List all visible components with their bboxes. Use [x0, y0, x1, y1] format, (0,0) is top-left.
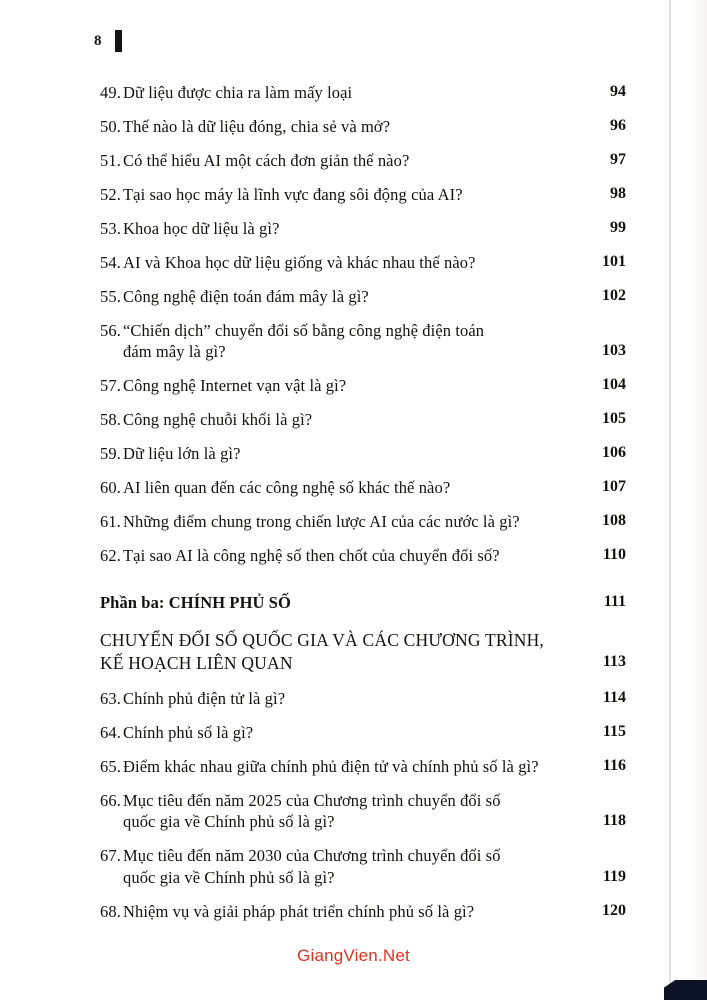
toc-entry-number: 67.: [100, 846, 121, 866]
toc-entry-label: Nhiệm vụ và giải pháp phát triển chính phủ số là gì?: [123, 901, 475, 921]
toc-entry-text: [100, 901, 474, 922]
toc-entry[interactable]: [100, 409, 626, 430]
toc-entry-number: 57.: [100, 375, 121, 395]
toc-section-heading-second-line: [100, 652, 626, 675]
toc-entry-second-line: [100, 867, 626, 888]
toc-entry-label: Khoa học dữ liệu là gì?: [123, 218, 280, 238]
toc-entry[interactable]: [100, 688, 626, 709]
toc-part-heading-label: Phần ba: CHÍNH PHỦ SỐ: [100, 593, 291, 613]
toc-entry-text: [100, 409, 312, 430]
toc-entry-page-number: 115: [602, 722, 626, 740]
toc-entry-page-number: 118: [602, 812, 626, 830]
toc-entry[interactable]: [100, 375, 626, 396]
scan-seam-line: [669, 0, 671, 1000]
toc-entry-number: 54.: [100, 252, 121, 272]
toc-entry[interactable]: [100, 901, 626, 922]
toc-entry-text: [100, 756, 539, 777]
toc-entry-page-number: 120: [602, 901, 626, 919]
toc-entry-text: [100, 375, 346, 396]
toc-entry[interactable]: [100, 790, 626, 833]
toc-entry[interactable]: [100, 82, 626, 103]
toc-entry-label: Điểm khác nhau giữa chính phủ điện tử và chính phủ số là gì?: [123, 756, 539, 776]
folio-page-number: 8: [94, 32, 102, 49]
toc-entry-text: [100, 82, 352, 103]
toc-entry-text: [100, 511, 520, 532]
toc-entry-text: [100, 722, 253, 743]
page-folio: [94, 28, 122, 54]
toc-entry[interactable]: [100, 722, 626, 743]
toc-section-heading-page-number: 113: [602, 652, 626, 670]
toc-entry-label: Tại sao học máy là lĩnh vực đang sôi động của AI?: [123, 184, 463, 204]
toc-entry-label: Tại sao AI là công nghệ số then chốt của chuyển đổi số?: [123, 545, 500, 565]
toc-entry-label: Dữ liệu lớn là gì?: [123, 443, 241, 463]
toc-entry-label: Thế nào là dữ liệu đóng, chia sẻ và mở?: [123, 116, 391, 136]
toc-entry-number: 53.: [100, 218, 121, 238]
toc-entry[interactable]: [100, 184, 626, 205]
toc-entry-text: [100, 320, 626, 341]
toc-entry-page-number: 107: [602, 477, 626, 495]
toc-entry-page-number: 105: [602, 409, 626, 427]
toc-entry[interactable]: [100, 511, 626, 532]
toc-entry-page-number: 103: [602, 342, 626, 359]
scan-edge-shading: [690, 0, 707, 1000]
toc-entry-text: [100, 545, 500, 566]
toc-entry-number: 65.: [100, 756, 121, 776]
toc-entry-page-number: 110: [602, 545, 626, 563]
toc-entry[interactable]: [100, 320, 626, 363]
toc-entry-label: Những điểm chung trong chiến lược AI của các nước là gì?: [123, 511, 520, 531]
watermark-text: GiangVien.Net: [297, 946, 410, 965]
toc-entry-number: 55.: [100, 286, 121, 306]
toc-entry-label-line2: quốc gia về Chính phủ số là gì?: [123, 812, 335, 832]
toc-entry-label-line1: Mục tiêu đến năm 2025 của Chương trình chuyển đổi số: [123, 790, 501, 810]
toc-entry-label-line2: đám mây là gì?: [123, 342, 226, 361]
toc-entry-label: Chính phủ điện tử là gì?: [123, 689, 286, 709]
toc-entry-page-number: 98: [610, 184, 626, 202]
toc-entry-label: Công nghệ chuỗi khối là gì?: [123, 409, 313, 429]
toc-entry[interactable]: [100, 218, 626, 239]
vertical-bar-icon: [115, 30, 122, 52]
toc-entry-text: [100, 477, 450, 498]
toc-entry-page-number: 96: [610, 116, 626, 134]
toc-entry-page-number: 108: [602, 511, 626, 529]
toc-entry-text: [100, 116, 390, 137]
toc-part-heading[interactable]: [100, 592, 626, 613]
toc-entry-label: Dữ liệu được chia ra làm mấy loại: [123, 83, 353, 102]
toc-entry-number: 62.: [100, 545, 121, 565]
toc-entry-text: [100, 184, 463, 205]
toc-section-heading[interactable]: [100, 629, 626, 676]
toc-entry-label: Công nghệ Internet vạn vật là gì?: [123, 375, 347, 395]
toc-entry[interactable]: [100, 477, 626, 498]
toc-entry-page-number: 99: [610, 218, 626, 236]
toc-entry-number: 58.: [100, 409, 121, 429]
toc-entry-number: 59.: [100, 443, 121, 463]
toc-entry-page-number: 119: [602, 867, 626, 885]
toc-entry-page-number: 94: [610, 83, 626, 100]
toc-entry[interactable]: [100, 756, 626, 777]
toc-entry-number: 50.: [100, 116, 121, 136]
toc-entry-second-line: [100, 811, 626, 832]
toc-entry-page-number: 102: [602, 286, 626, 304]
toc-entry[interactable]: [100, 150, 626, 171]
toc-entry-number: 64.: [100, 722, 121, 742]
toc-entry-number: 68.: [100, 901, 121, 921]
toc-entry-text: [100, 286, 369, 307]
toc-entry-label-line1: Mục tiêu đến năm 2030 của Chương trình chuyển đổi số: [123, 846, 501, 866]
toc-entry-number: 56.: [100, 320, 121, 340]
watermark: [0, 946, 707, 966]
toc-entry-text: [100, 150, 409, 171]
toc-entry-label-line1: “Chiến dịch” chuyển đổi số bằng công nghệ điện toán: [123, 320, 485, 340]
toc-entry-text: [100, 443, 241, 464]
toc-entry-number: 49.: [100, 83, 121, 102]
toc-entry-label: AI và Khoa học dữ liệu giống và khác nhau thế nào?: [123, 252, 476, 272]
toc-entry-text: [100, 218, 280, 239]
toc-entry-number: 52.: [100, 184, 121, 204]
toc-entry-number: 61.: [100, 511, 121, 531]
toc-section-heading-line1: CHUYỂN ĐỔI SỐ QUỐC GIA VÀ CÁC CHƯƠNG TRÌNH,: [100, 629, 544, 650]
toc-entry-text: [100, 790, 626, 811]
toc-entry-number: 60.: [100, 477, 121, 497]
toc-entry-page-number: 104: [602, 375, 626, 393]
toc-entry-label: Công nghệ điện toán đám mây là gì?: [123, 286, 369, 306]
toc-entry[interactable]: [100, 252, 626, 273]
table-of-contents: [100, 82, 626, 935]
toc-entry-number: 66.: [100, 790, 121, 810]
toc-entry-label: Có thể hiểu AI một cách đơn giản thế nào?: [123, 150, 410, 170]
toc-entry[interactable]: [100, 286, 626, 307]
toc-section-heading-line2: KẾ HOẠCH LIÊN QUAN: [100, 652, 293, 673]
toc-entry-number: 63.: [100, 689, 121, 709]
toc-entry-text: [100, 845, 626, 866]
toc-entry-text: [100, 688, 285, 709]
toc-entry-page-number: 116: [602, 756, 626, 774]
toc-entry-page-number: 101: [602, 252, 626, 270]
toc-entry-label-line2: quốc gia về Chính phủ số là gì?: [123, 867, 335, 887]
toc-entry-text: [100, 252, 476, 273]
toc-entry-label: AI liên quan đến các công nghệ số khác thế nào?: [123, 477, 451, 497]
toc-entry[interactable]: [100, 116, 626, 137]
toc-entry-label: Chính phủ số là gì?: [123, 722, 254, 742]
toc-entry[interactable]: [100, 845, 626, 888]
toc-entry[interactable]: [100, 443, 626, 464]
toc-part-heading-page-number: 111: [603, 593, 626, 611]
toc-entry[interactable]: [100, 545, 626, 566]
toc-entry-page-number: 114: [602, 689, 626, 707]
toc-entry-second-line: [100, 341, 626, 362]
toc-entry-page-number: 97: [610, 150, 626, 168]
toc-entry-number: 51.: [100, 150, 121, 170]
toc-entry-page-number: 106: [602, 443, 626, 461]
